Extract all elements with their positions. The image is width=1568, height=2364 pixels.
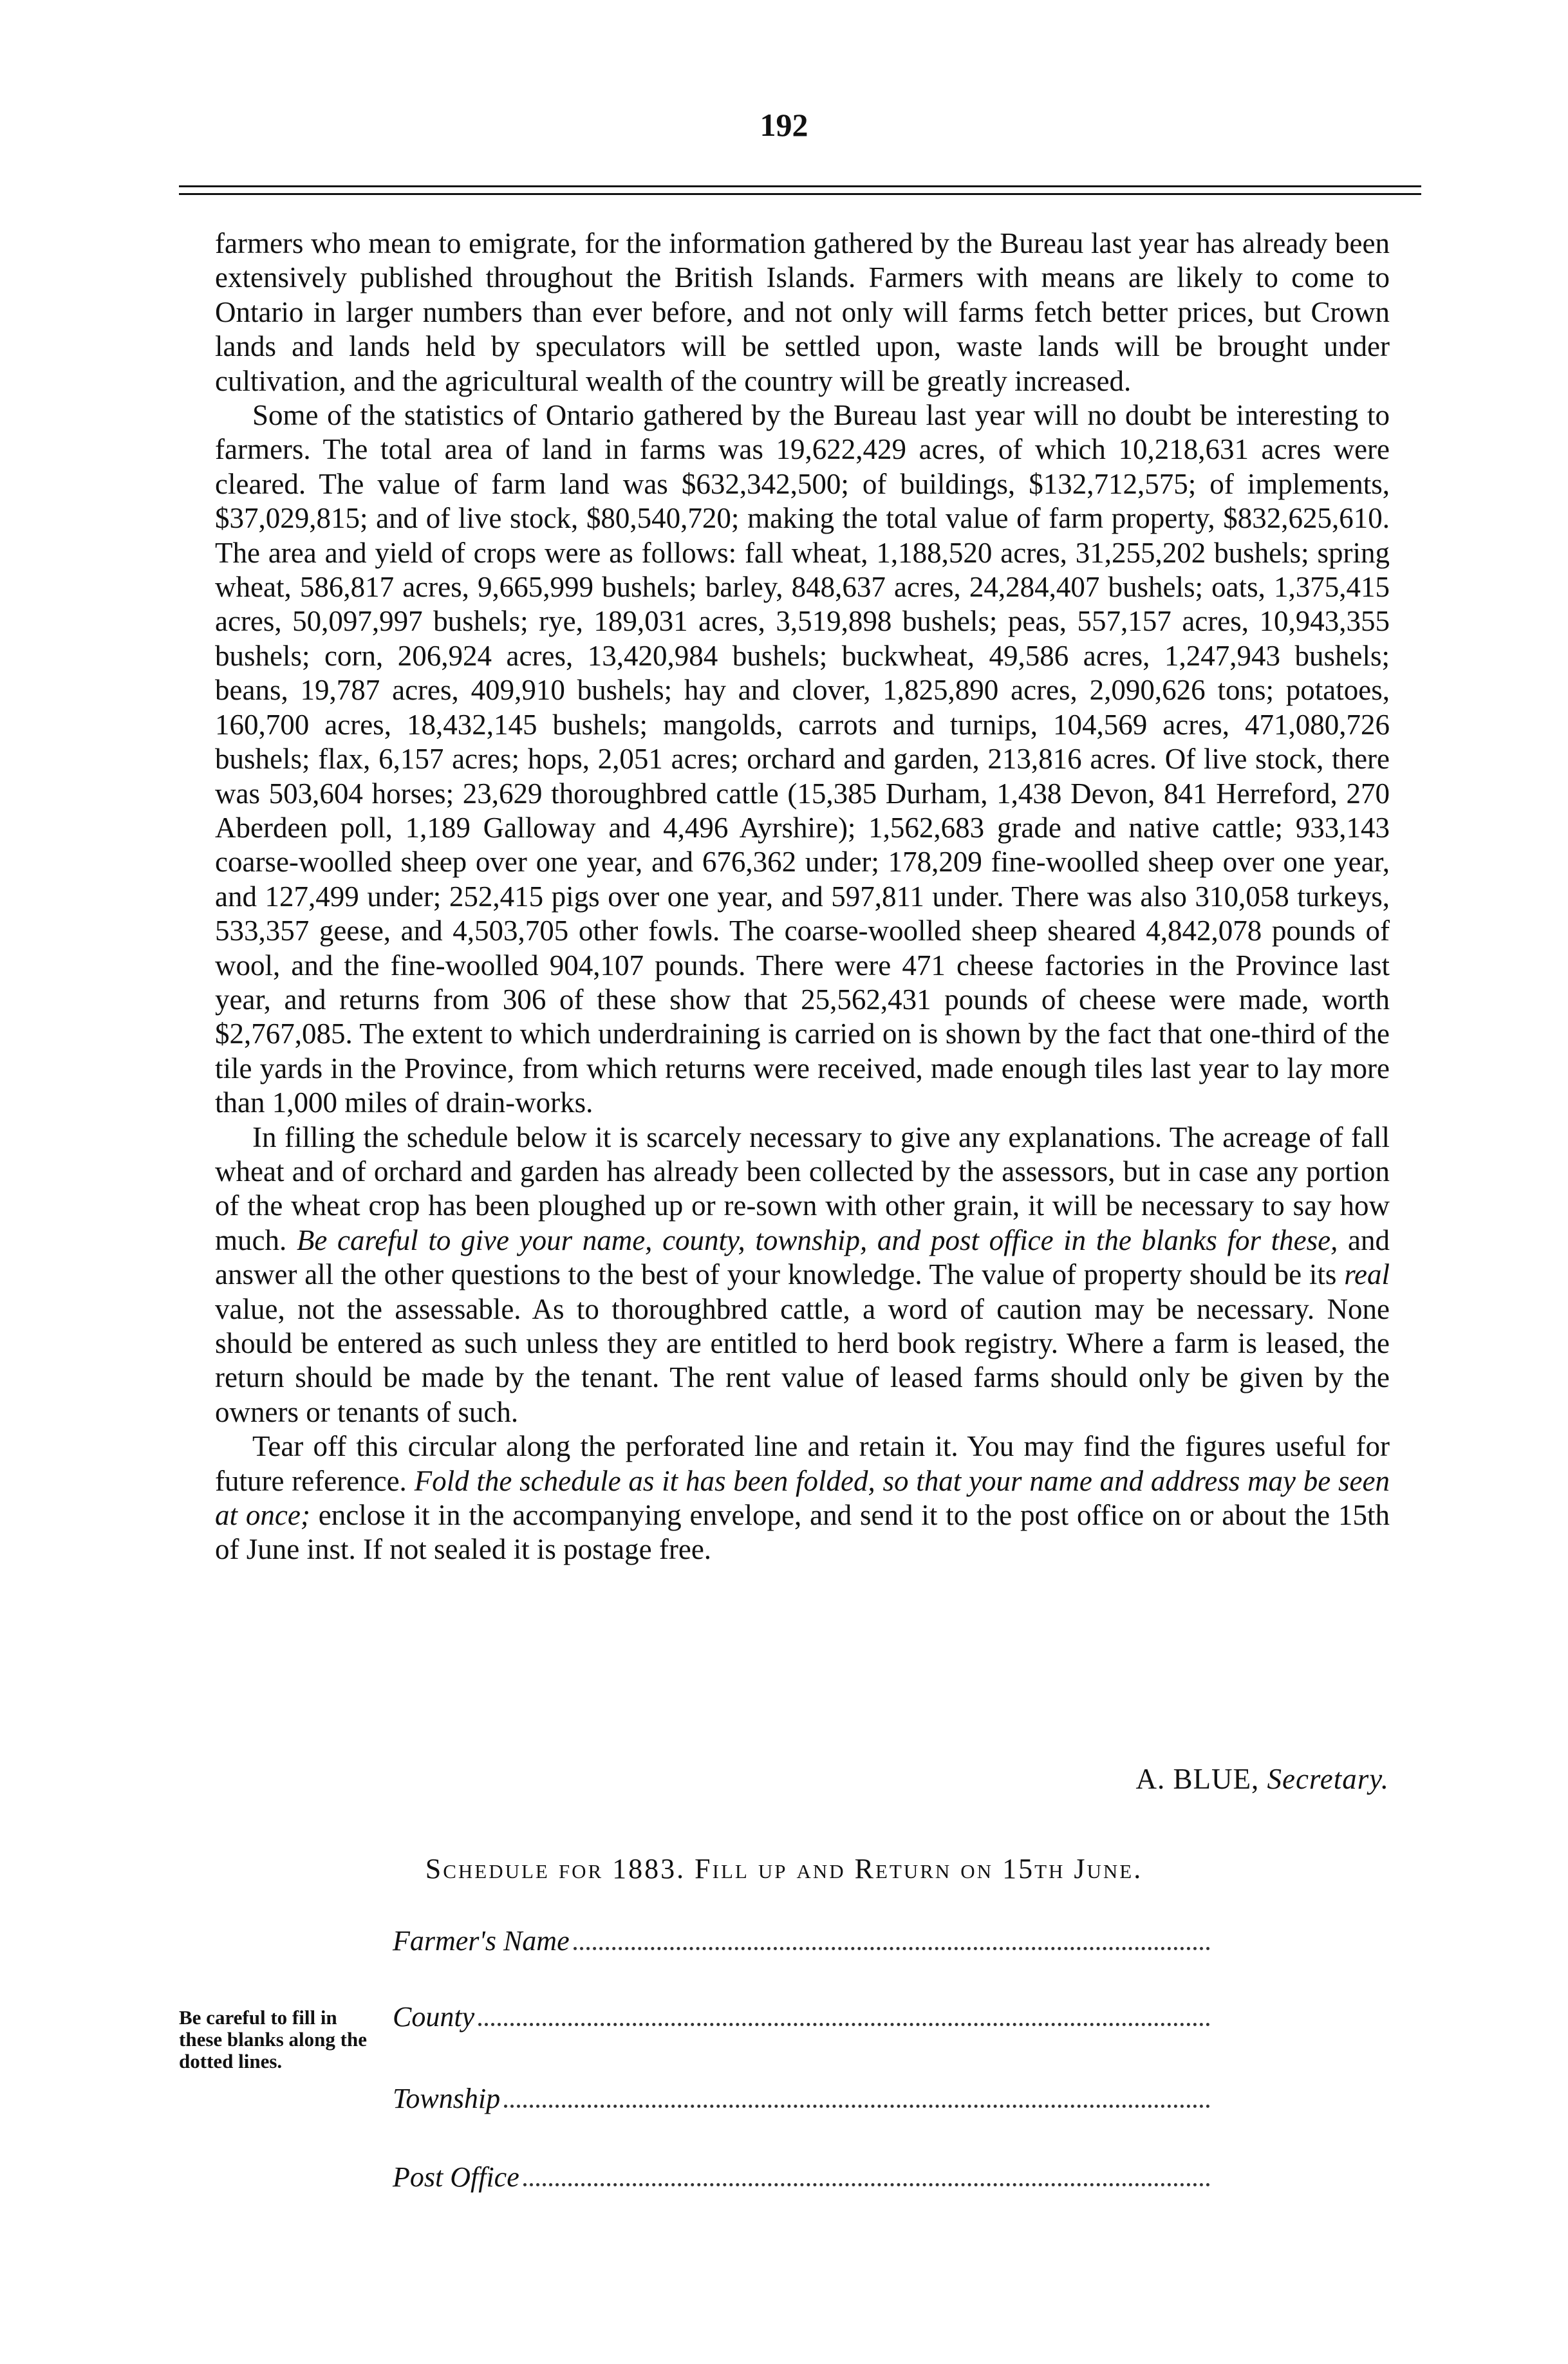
field-label: County xyxy=(393,2001,475,2033)
page-number: 192 xyxy=(760,107,808,143)
signatory-name: A. BLUE, xyxy=(1135,1763,1260,1795)
dotted-line xyxy=(504,2105,1210,2108)
paragraph xyxy=(215,1429,1390,1567)
header-rule xyxy=(179,193,1421,195)
dotted-line xyxy=(478,2023,1210,2026)
signatory-title: Secretary. xyxy=(1267,1763,1389,1795)
italic-run: Fold the schedule as it has been folded, so that your name and address may be seen at once; xyxy=(215,1464,1390,1532)
text-run: In filling the schedule below it is scarcely necessary to give any explanations. The acreage of fall wheat and of orchard and garden has already been collected by the assessors, but in case any portion of the wheat crop has been ploughed up or re-sown with other grain, it will be necessary to say how much. xyxy=(215,1121,1390,1256)
italic-run: Be careful to give your name, county, township, and post office in the blanks for these, xyxy=(296,1224,1338,1256)
signature xyxy=(1135,1762,1389,1796)
paragraph: Some of the statistics of Ontario gathered by the Bureau last year will no doubt be interesting to farmers. The total area of land in farms was 19,622,429 acres, of which 10,218,631 acres were cleared. The value of farm land was $632,342,500; of buildings, $132,712,575; of implements, $37,029,815; and of live stock, $80,540,720; making the total value of farm property, $832,625,610. The area and yield of crops were as follows: fall wheat, 1,188,520 acres, 31,255,202 bushels; spring wheat, 586,817 acres, 9,665,999 bushels; barley, 848,637 acres, 24,284,407 bushels; oats, 1,375,415 acres, 50,097,997 bushels; rye, 189,031 acres, 3,519,898 bushels; peas, 557,157 acres, 10,943,355 bushels; corn, 206,924 acres, 13,420,984 bushels; buckwheat, 49,586 acres, 1,247,943 bushels; beans, 19,787 acres, 409,910 bushels; hay and clover, 1,825,890 acres, 2,090,626 tons; potatoes, 160,700 acres, 18,432,145 bushels; mangolds, carrots and turnips, 104,569 acres, 471,080,726 bushels; flax, 6,157 acres; hops, 2,051 acres; orchard and garden, 213,816 acres. Of live stock, there was 503,604 horses; 23,629 thoroughbred cattle (15,385 Durham, 1,438 Devon, 841 Herreford, 270 Aberdeen poll, 1,189 Galloway and 4,496 Ayrshire); 1,562,683 grade and native cattle; 933,143 coarse-woolled sheep over one year, and 676,362 under; 178,209 fine-woolled sheep over one year, and 127,499 under; 252,415 pigs over one year, and 597,811 under. There was also 310,058 turkeys, 533,357 geese, and 4,503,705 other fowls. The coarse-woolled sheep sheared 4,842,078 pounds of wool, and the fine-woolled 904,107 pounds. There were 471 cheese factories in the Province last year, and returns from 306 of these show that 25,562,431 pounds of cheese were made, worth $2,767,085. The extent to which underdraining is carried on is shown by the fact that one-third of the tile yards in the Province, from which returns were received, made enough tiles last year to lay more than 1,000 miles of drain-works. xyxy=(215,399,1390,1119)
paragraph: farmers who mean to emigrate, for the information gathered by the Bureau last year has already been extensively published throughout the British Islands. Farmers with means are likely to come to Ontario in larger numbers than ever before, and not only will farms fetch better prices, but Crown lands and lands held by speculators will be settled upon, waste lands will be brought under cultivation, and the agricultural wealth of the country will be greatly increased. xyxy=(215,227,1390,397)
paragraph xyxy=(215,1121,1390,1430)
side-note: Be careful to fill in these blanks along the dotted lines. xyxy=(179,2006,367,2072)
italic-run: real xyxy=(1344,1258,1390,1291)
text-run: enclose it in the accompanying envelope, and send it to the post office on or about the 15th of June inst. If not sealed it is postage free. xyxy=(215,1499,1390,1566)
body-text xyxy=(215,227,1390,1567)
field-label: Farmer's Name xyxy=(393,1925,570,1957)
text-run: Tear off this circular along the perforated line and retain it. You may find the figures useful for future reference. xyxy=(215,1430,1390,1497)
header-rule xyxy=(179,185,1421,187)
dotted-line xyxy=(574,1947,1210,1950)
county-field[interactable] xyxy=(393,2000,1210,2033)
township-field[interactable] xyxy=(393,2082,1210,2115)
field-label: Post Office xyxy=(393,2161,519,2193)
text-run: and answer all the other questions to the best of your knowledge. The value of property should be its xyxy=(215,1224,1390,1291)
schedule-heading: Schedule for 1883. Fill up and Return on 15th June. xyxy=(425,1853,1143,1885)
text-run: value, not the assessable. As to thoroughbred cattle, a word of caution may be necessary. None should be entered as such unless they are entitled to herd book registry. Where a farm is leased, the return should be made by the tenant. The rent value of leased farms should only be given by the owners or tenants of such. xyxy=(215,1292,1390,1428)
farmers-name-field[interactable] xyxy=(393,1924,1210,1957)
dotted-line xyxy=(523,2183,1210,2186)
field-label: Township xyxy=(393,2083,501,2114)
post-office-field[interactable] xyxy=(393,2161,1210,2193)
